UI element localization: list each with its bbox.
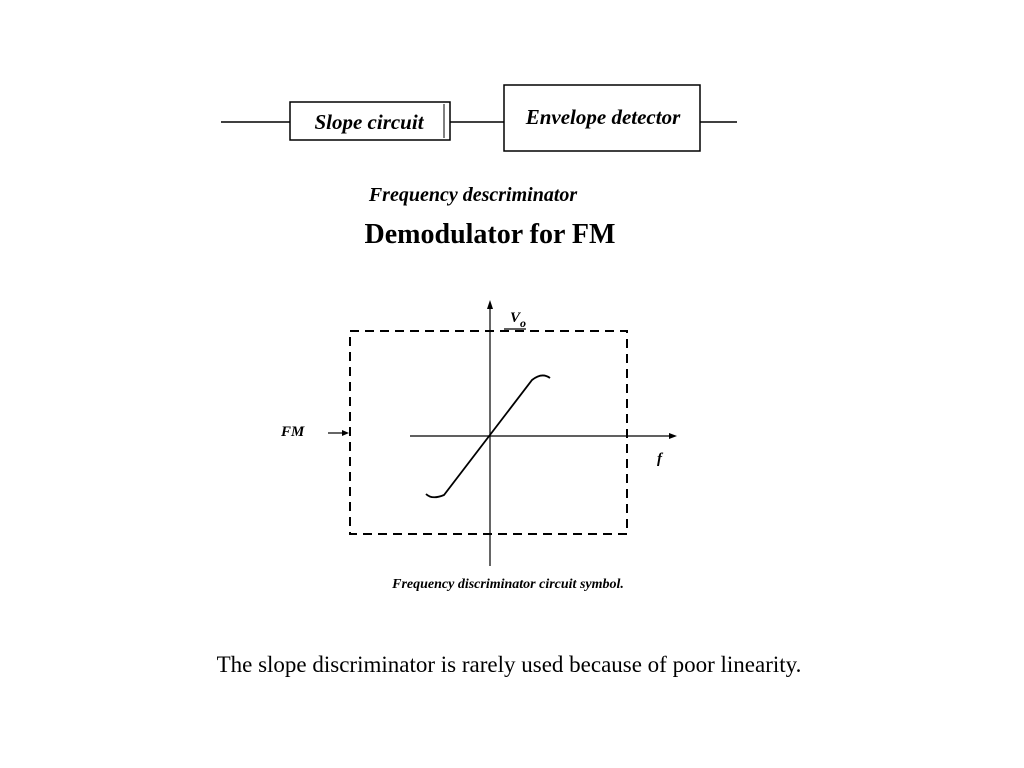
block-diagram-caption: Frequency descriminator [368,184,578,206]
symbol-caption: Frequency discriminator circuit symbol. [392,577,624,592]
page-title: Demodulator for FM [364,219,616,250]
footer-text: The slope discriminator is rarely used because of poor linearity. [216,652,802,677]
fm-input-arrowhead [342,430,349,436]
y-axis-label: $V_o$ [510,310,527,330]
y-axis-arrowhead [487,300,493,309]
fm-input-label: FM [281,424,305,440]
discriminator-symbol [280,300,677,566]
block-diagram [221,85,737,151]
x-axis-label: f [657,451,662,467]
slope-circuit-label: Slope circuit [314,110,424,134]
dashed-enclosure [350,331,627,534]
envelope-detector-label: Envelope detector [525,105,681,129]
x-axis-arrowhead [669,433,677,439]
